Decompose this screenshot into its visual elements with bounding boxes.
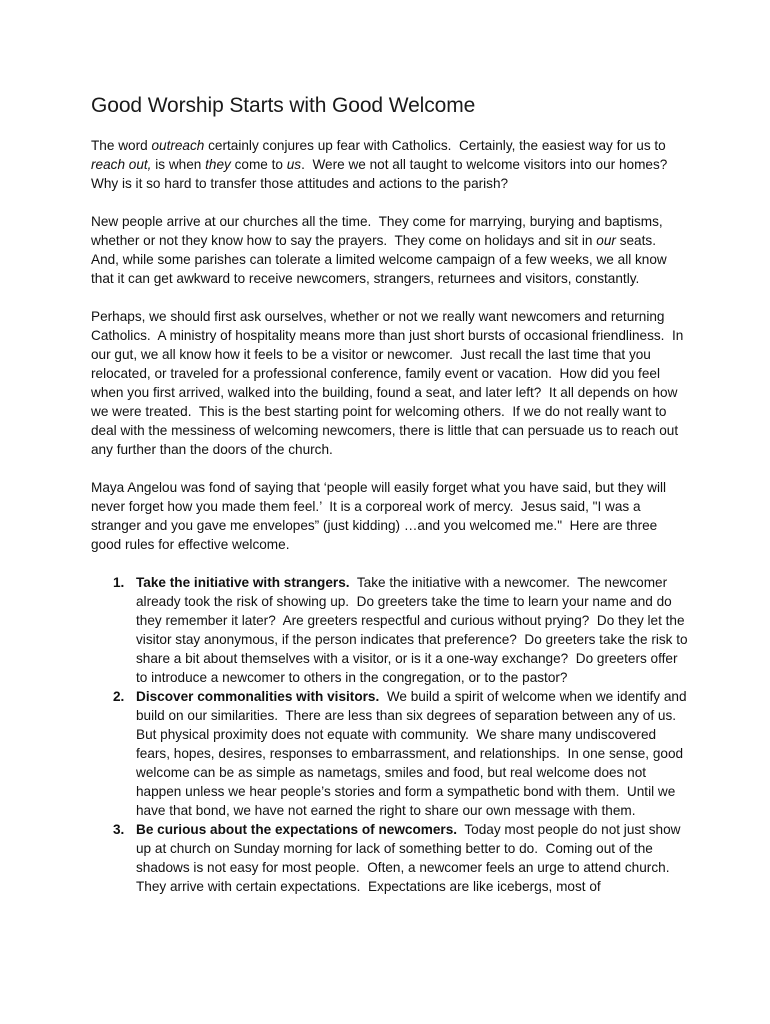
text-run: . Were we not all taught to welcome visitors into our homes? Why is it so hard to transfer those attitudes and actions to the parish?: [91, 157, 675, 191]
paragraph-maya-angelou: [91, 478, 689, 554]
list-item-text: Today most people do not just show up at church on Sunday morning for lack of something better to do. Coming out of the shadows is not easy for most people. Often, a newcomer feels an urge to attend church. They arrive with certain expectations. Expectations are like icebergs, most of: [136, 822, 685, 894]
emphasis-text: us: [286, 157, 302, 172]
list-item-text: We build a spirit of welcome when we identify and build on our similarities. There are less than six degrees of separation between any of us. But physical proximity does not equate with community. We share many undiscovered fears, hopes, desires, responses to embarrassment, and relationships. In one sense, good welcome can be as simple as nametags, smiles and food, but real welcome does not happen unless we hear people’s stories and form a sympathetic bond with them. Until we have that bond, we have not earned the right to share our own message with them.: [136, 689, 691, 818]
list-item: [91, 687, 689, 820]
paragraph-new-people: [91, 212, 689, 288]
list-item-number: 1.: [113, 575, 125, 590]
paragraph-outreach: [91, 136, 689, 193]
text-run: New people arrive at our churches all the time. They come for marrying, burying and baptisms, whether or not they know how to say the prayers. They come on holidays and sit in: [91, 214, 667, 248]
document-page: [91, 93, 692, 896]
text-run: is when: [151, 157, 206, 172]
text-run: certainly conjures up fear with Catholics. Certainly, the easiest way for us to: [204, 138, 670, 153]
emphasis-text: they: [205, 157, 231, 172]
paragraph-perhaps: [91, 307, 689, 459]
text-run: come to: [230, 157, 287, 172]
list-item-number: 3.: [113, 822, 125, 837]
list-item-heading: Take the initiative with strangers.: [136, 575, 350, 590]
emphasis-text: outreach: [151, 138, 205, 153]
text-run: Perhaps, we should first ask ourselves, whether or not we really want newcomers and returning Catholics. A ministry of hospitality means more than just short bursts of occasional friendliness. In our gut, we all know how it feels to be a visitor or newcomer. Just recall the last time that you relocated, or traveled for a professional conference, family event or vacation. How did you feel when you first arrived, walked into the building, found a seat, and later left? It all depends on how we were treated. This is the best starting point for welcoming others. If we do not really want to deal with the messiness of welcoming newcomers, there is little that can persuade us to reach out any further than the doors of the church.: [91, 309, 688, 457]
emphasis-text: our: [596, 233, 616, 248]
list-item-heading: Be curious about the expectations of newcomers.: [136, 822, 458, 837]
document-title: Good Worship Starts with Good Welcome: [91, 94, 476, 117]
emphasis-text: reach out,: [91, 157, 152, 172]
welcome-rules-list: [91, 573, 692, 896]
list-item: [91, 820, 689, 896]
text-run: The word: [91, 138, 152, 153]
list-item-heading: Discover commonalities with visitors.: [136, 689, 380, 704]
list-item: [91, 573, 692, 687]
list-item-number: 2.: [113, 689, 125, 704]
list-item-text: Take the initiative with a newcomer. The newcomer already took the risk of showing up. Do greeters take the time to learn your name and do they remember it later? Are greeters respectful and curious without prying? Do they let the visitor stay anonymous, if the person indicates that preference? Do greeters take the risk to share a bit about themselves with a visitor, or is it a one-way exchange? Do greeters offer to introduce a newcomer to others in the congregation, or to the pastor?: [136, 575, 692, 685]
text-run: seats. And, while some parishes can tolerate a limited welcome campaign of a few weeks, we all know that it can get awkward to receive newcomers, strangers, returnees and visitors, constantly.: [91, 233, 671, 286]
text-run: Maya Angelou was fond of saying that ‘people will easily forget what you have said, but they will never forget how you made them feel.’ It is a corporeal work of mercy. Jesus said, "I was a stranger and you gave me envelopes” (just kidding) …and you welcomed me." Here are three good rules for effective welcome.: [91, 480, 670, 552]
